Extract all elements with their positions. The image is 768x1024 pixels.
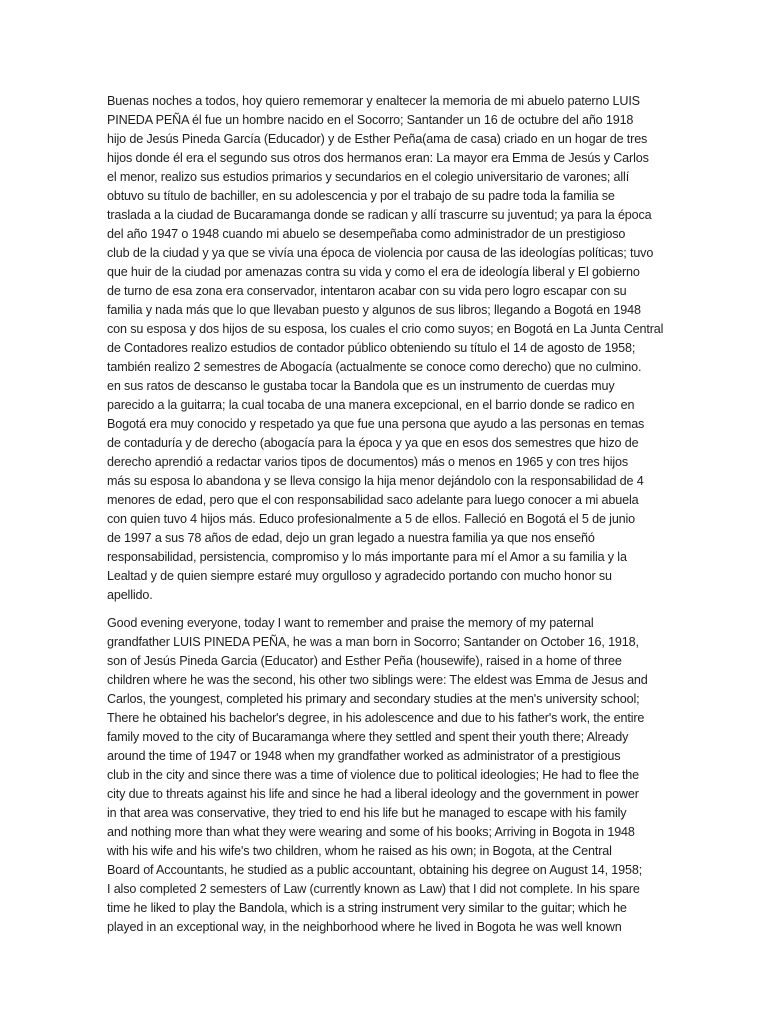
- text-line: menores de edad, pero que el con responsabilidad saco adelante para luego conocer a mi abuela: [107, 493, 639, 507]
- paragraph-english: [107, 614, 672, 937]
- document-body: [107, 92, 672, 946]
- text-line: de 1997 a sus 78 años de edad, dejo un gran legado a nuestra familia ya que nos enseñó: [107, 531, 595, 545]
- text-line: son of Jesús Pineda Garcia (Educator) and Esther Peña (housewife), raised in a home of three: [107, 654, 622, 668]
- text-line: de Contadores realizo estudios de contador público obteniendo su título el 14 de agosto de 1958;: [107, 341, 636, 355]
- text-line: familia y nada más que lo que llevaban puesto y algunos de sus libros; llegando a Bogotá en 1948: [107, 303, 641, 317]
- text-line: con su esposa y dos hijos de su esposa, los cuales el crio como suyos; en Bogotá en La Junta Central: [107, 322, 664, 336]
- text-line: del año 1947 o 1948 cuando mi abuelo se desempeñaba como administrador de un prestigioso: [107, 227, 626, 241]
- text-line: club in the city and since there was a time of violence due to political ideologies; He had to flee the: [107, 768, 640, 782]
- text-line: with his wife and his wife's two children, whom he raised as his own; in Bogota, at the Central: [107, 844, 612, 858]
- paragraph-spanish: [107, 92, 672, 605]
- text-line: también realizo 2 semestres de Abogacía (actualmente se conoce como derecho) que no culmino.: [107, 360, 642, 374]
- text-line: Carlos, the youngest, completed his primary and secondary studies at the men's university school;: [107, 692, 640, 706]
- text-line: PINEDA PEÑA él fue un hombre nacido en el Socorro; Santander un 16 de octubre del año 1918: [107, 113, 634, 127]
- text-line: club de la ciudad y ya que se vivía una época de violencia por causa de las ideologías políticas; tuvo: [107, 246, 654, 260]
- text-line: in that area was conservative, they tried to end his life but he managed to escape with his family: [107, 806, 627, 820]
- text-line: que huir de la ciudad por amenazas contra su vida y como el era de ideología liberal y El gobierno: [107, 265, 640, 279]
- text-line: Good evening everyone, today I want to remember and praise the memory of my paternal: [107, 616, 594, 630]
- text-line: el menor, realizo sus estudios primarios y secundarios en el colegio universitario de varones; allí: [107, 170, 630, 184]
- text-line: time he liked to play the Bandola, which is a string instrument very similar to the guitar; which he: [107, 901, 627, 915]
- text-line: and nothing more than what they were wearing and some of his books; Arriving in Bogota in 1948: [107, 825, 635, 839]
- text-line: Bogotá era muy conocido y respetado ya que fue una persona que ayudo a las personas en temas: [107, 417, 645, 431]
- text-line: obtuvo su título de bachiller, en su adolescencia y por el trabajo de su padre toda la familia se: [107, 189, 615, 203]
- text-line: de turno de esa zona era conservador, intentaron acabar con su vida pero logro escapar con su: [107, 284, 627, 298]
- text-line: city due to threats against his life and since he had a liberal ideology and the government in power: [107, 787, 639, 801]
- text-line: around the time of 1947 or 1948 when my grandfather worked as administrator of a prestigious: [107, 749, 621, 763]
- text-line: con quien tuvo 4 hijos más. Educo profesionalmente a 5 de ellos. Falleció en Bogotá el 5 de junio: [107, 512, 636, 526]
- text-line: Lealtad y de quien siempre estaré muy orgulloso y agradecido portando con mucho honor su: [107, 569, 612, 583]
- text-line: family moved to the city of Bucaramanga where they settled and spent their youth there; Already: [107, 730, 629, 744]
- text-line: derecho aprendió a redactar varios tipos de documentos) más o menos en 1965 y con tres hijos: [107, 455, 629, 469]
- text-line: grandfather LUIS PINEDA PEÑA, he was a man born in Socorro; Santander on October 16, 1918,: [107, 635, 639, 649]
- text-line: I also completed 2 semesters of Law (currently known as Law) that I did not complete. In his spare: [107, 882, 640, 896]
- text-line: hijos donde él era el segundo sus otros dos hermanos eran: La mayor era Emma de Jesús y Carlos: [107, 151, 649, 165]
- text-line: Board of Accountants, he studied as a public accountant, obtaining his degree on August 14, 1958;: [107, 863, 643, 877]
- text-line: played in an exceptional way, in the neighborhood where he lived in Bogota he was well known: [107, 920, 622, 934]
- text-line: traslada a la ciudad de Bucaramanga donde se radican y allí trascurre su juventud; ya para la época: [107, 208, 652, 222]
- text-line: hijo de Jesús Pineda García (Educador) y de Esther Peña(ama de casa) criado en un hogar de tres: [107, 132, 648, 146]
- text-line: children where he was the second, his other two siblings were: The eldest was Emma de Jesus and: [107, 673, 648, 687]
- text-line: There he obtained his bachelor's degree, in his adolescence and due to his father's work, the entire: [107, 711, 645, 725]
- text-line: de contaduría y de derecho (abogacía para la época y ya que en esos dos semestres que hizo de: [107, 436, 639, 450]
- text-line: en sus ratos de descanso le gustaba tocar la Bandola que es un instrumento de cuerdas muy: [107, 379, 615, 393]
- text-line: responsabilidad, persistencia, compromiso y lo más importante para mí el Amor a su familia y la: [107, 550, 627, 564]
- text-line: parecido a la guitarra; la cual tocaba de una manera excepcional, en el barrio donde se radico en: [107, 398, 635, 412]
- text-line: Buenas noches a todos, hoy quiero rememorar y enaltecer la memoria de mi abuelo paterno LUIS: [107, 94, 640, 108]
- text-line: apellido.: [107, 588, 153, 602]
- text-line: más su esposa lo abandona y se lleva consigo la hija menor dejándolo con la responsabilidad de 4: [107, 474, 644, 488]
